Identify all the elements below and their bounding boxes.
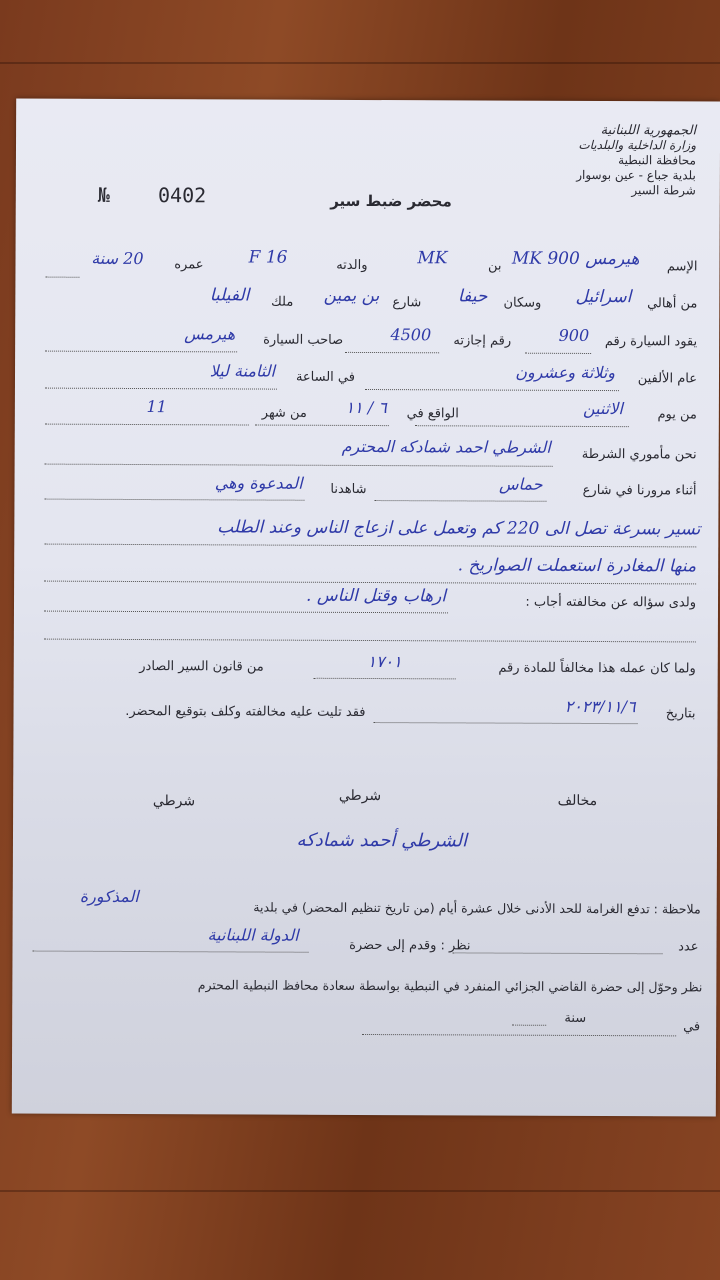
dotted-line xyxy=(44,499,304,501)
value-seen-before: الدولة اللبنانية xyxy=(207,925,299,945)
dotted-line xyxy=(415,425,629,427)
wood-grain xyxy=(0,62,720,64)
label-saw: شاهدنا xyxy=(330,481,367,498)
dotted-line xyxy=(525,353,591,354)
header-ministry: وزارة الداخلية والبلديات xyxy=(578,137,697,153)
label-owner: ملك xyxy=(271,294,294,310)
value-age: 20 سنة xyxy=(91,248,144,269)
value-answer: ارهاب وقتل الناس . xyxy=(305,585,447,607)
value-father: MK xyxy=(417,248,448,269)
label-mother: والدته xyxy=(336,257,368,274)
label-car-number: يقود السيارة رقم xyxy=(604,334,698,350)
label-dated: بتاريخ xyxy=(665,706,696,722)
label-age: عمره xyxy=(174,257,204,273)
dotted-line xyxy=(374,500,546,502)
wood-grain xyxy=(0,1190,720,1192)
header-municipality: بلدية جباع - عين بوسوار xyxy=(576,167,696,183)
label-seen-before: نظر : وقدم إلى حضرة xyxy=(349,937,471,954)
value-car-number: 900 xyxy=(558,325,590,345)
dotted-line xyxy=(45,424,249,426)
label-son-of: بن xyxy=(487,258,502,274)
label-asked: ولدى سؤاله عن مخالفته أجاب : xyxy=(525,594,697,611)
dotted-line xyxy=(45,464,553,467)
serial-value: 0402 xyxy=(157,183,207,208)
dotted-line xyxy=(45,351,237,353)
dotted-line xyxy=(45,277,79,278)
dotted-line xyxy=(45,388,277,390)
serial-number xyxy=(98,183,206,207)
dotted-line xyxy=(362,1034,676,1036)
label-street: شارع xyxy=(392,295,422,311)
value-saw: المدعوة وهي xyxy=(214,473,303,493)
dotted-line xyxy=(345,352,439,353)
value-name: هيرمس MK 900 xyxy=(511,248,640,270)
label-license: رقم إجازته xyxy=(453,333,512,349)
dotted-line xyxy=(44,611,448,614)
value-owner: الفيلبا xyxy=(209,285,250,306)
label-month: من شهر xyxy=(261,405,307,421)
label-date-in: الواقع في xyxy=(406,406,459,422)
label-passing: أثناء مرورنا في شارع xyxy=(582,482,697,499)
label-year-field: سنة xyxy=(564,1010,587,1026)
officer-signature: الشرطي أحمد شمادكه xyxy=(296,829,468,852)
dotted-line xyxy=(452,952,662,954)
dotted-line xyxy=(44,639,696,643)
value-hour: الثامنة ليلا xyxy=(209,361,276,381)
traffic-citation-form xyxy=(12,98,720,1116)
label-article: ولما كان عمله هذا مخالفاً للمادة رقم xyxy=(498,660,696,677)
label-resident: وسكان xyxy=(503,295,542,311)
value-dated: ٢٠٢٣/١١/٦ xyxy=(564,696,636,717)
dotted-line xyxy=(512,1025,546,1026)
value-day: الاثنين xyxy=(582,398,623,419)
label-year: عام الألفين xyxy=(637,371,698,387)
value-month: 11 xyxy=(146,397,167,417)
value-street-passing: حماس xyxy=(498,474,543,494)
value-license: 4500 xyxy=(390,325,432,345)
dotted-line xyxy=(365,389,619,391)
label-officers: نحن مأموري الشرطة xyxy=(581,446,697,463)
form-title: محضر ضبط سير xyxy=(330,191,452,211)
label-officer-1: شرطي xyxy=(338,787,382,805)
dotted-line xyxy=(44,581,696,585)
label-note: ملاحظة : تدفع الغرامة للحد الأدنى خلال عشرة أيام (من تاريخ تنظيم المحضر) في بلدية xyxy=(253,899,701,917)
label-violator: مخالف xyxy=(557,792,598,810)
number-symbol: № xyxy=(97,182,110,207)
label-count: عدد xyxy=(678,939,699,955)
label-referred: نظر وحوّل إلى حضرة القاضي الجزائي المنفرد في النبطية بواسطة سعادة محافظ النبطية المحترم xyxy=(197,977,703,995)
dotted-line xyxy=(32,951,308,953)
letterhead xyxy=(576,123,696,199)
value-resident: حيفا xyxy=(457,286,488,307)
value-from: اسرائيل xyxy=(575,286,632,308)
label-car-owner: صاحب السيارة xyxy=(263,332,344,348)
label-hour: في الساعة xyxy=(295,369,356,385)
label-read-out: فقد تليت عليه مخالفته وكلف بتوقيع المحضر. xyxy=(125,703,366,720)
value-officers: الشرطي احمد شمادكه المحترم xyxy=(341,436,551,457)
value-year: وثلاثة وعشرون xyxy=(515,362,616,383)
label-from: من أهالي xyxy=(647,296,698,312)
dotted-line xyxy=(373,722,637,724)
header-republic: الجمهورية اللبنانية xyxy=(600,123,697,139)
value-mother: F 16 xyxy=(248,247,288,268)
label-day: من يوم xyxy=(657,407,697,423)
value-narrative-line-1: تسير بسرعة تصل الى 220 كم وتعمل على ازعاج الناس وعند الطلب xyxy=(217,517,701,540)
value-article: ١٧٠١ xyxy=(367,652,402,672)
value-car-owner: هيرمس xyxy=(184,324,236,344)
label-traffic-law: من قانون السير الصادر xyxy=(139,659,264,675)
label-officer-2: شرطي xyxy=(152,793,196,810)
dotted-line xyxy=(44,544,696,548)
value-date: ٦ / ١١ xyxy=(345,397,387,418)
dotted-line xyxy=(314,678,456,680)
header-traffic-police: شرطة السير xyxy=(631,183,696,198)
value-note-municipality: المذكورة xyxy=(79,886,139,907)
value-narrative-line-2: منها المغادرة استعملت الصواريخ . xyxy=(457,555,697,577)
label-name: الإسم xyxy=(666,259,698,275)
value-street: بن يمين xyxy=(323,285,380,307)
label-in: في xyxy=(683,1019,701,1035)
header-governorate: محافظة النبطية xyxy=(618,153,696,168)
dotted-line xyxy=(255,425,389,427)
